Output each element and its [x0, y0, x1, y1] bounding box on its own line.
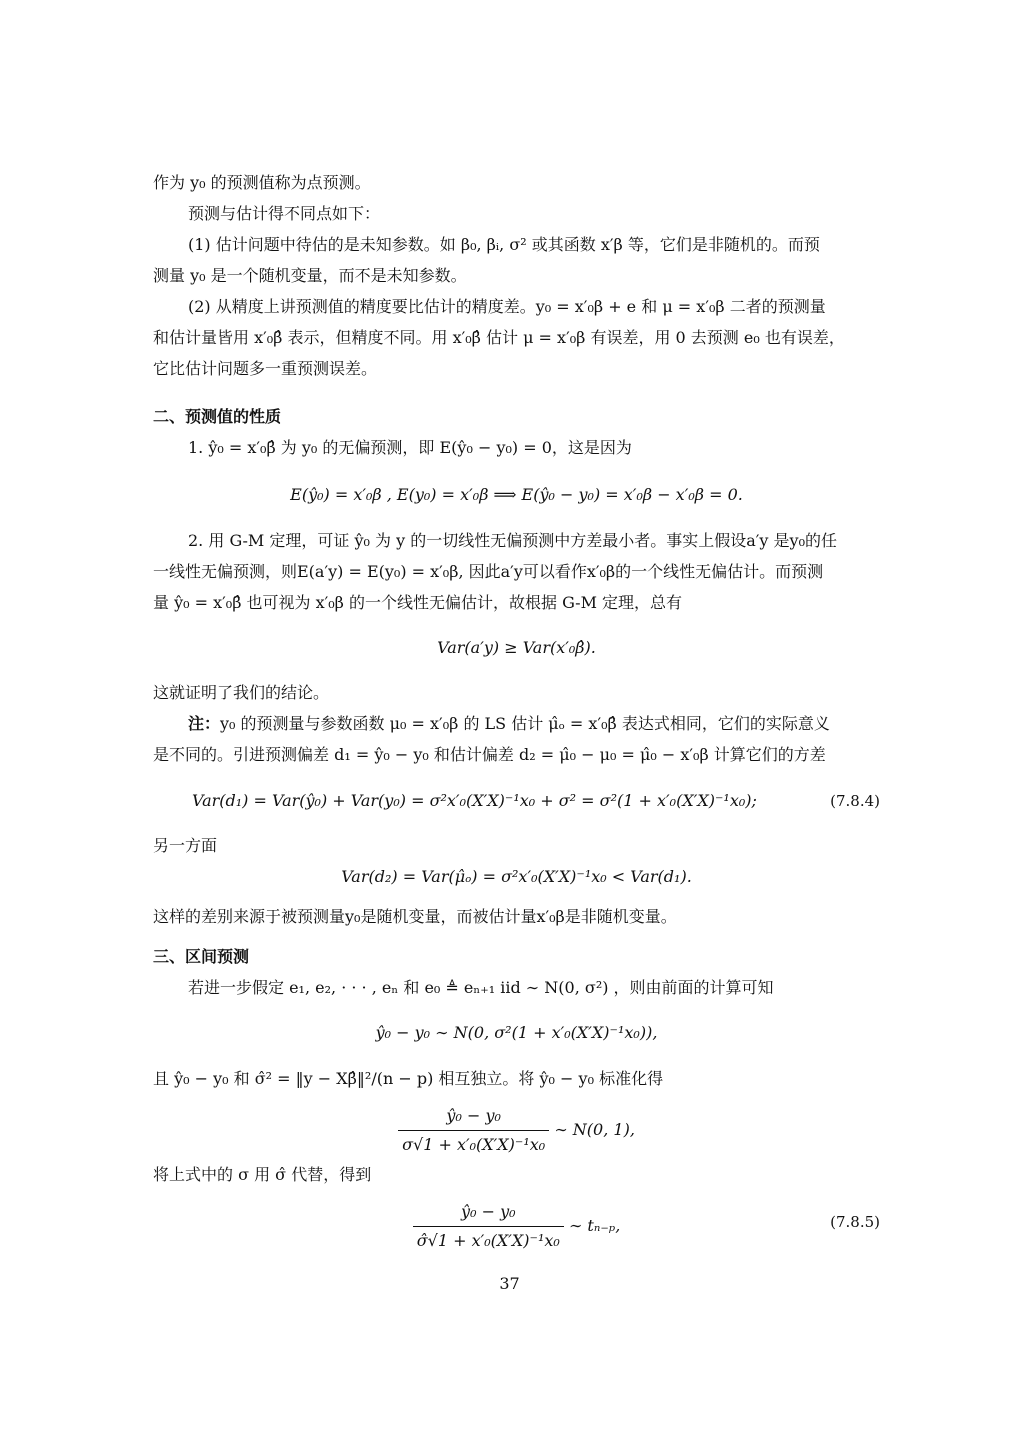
text-line: (1) 估计问题中待估的是未知参数。如 β₀, βᵢ, σ² 或其函数 x′β 等，它们是非随机的。而预 — [188, 235, 820, 254]
fraction — [398, 1104, 549, 1157]
equation-rhs: ∼ N(0, 1), — [554, 1120, 635, 1139]
text-line: 和估计量皆用 x′₀β̂ 表示，但精度不同。用 x′₀β̂ 估计 μ = x′₀β 有误差，用 0 去预测 e₀ 也有误差， — [153, 328, 845, 347]
text-line: 2. 用 G-M 定理，可证 ŷ₀ 为 y 的一切线性无偏预测中方差最小者。事实上假设a′y 是y₀的任 — [188, 531, 837, 550]
note-label: 注： — [188, 714, 221, 733]
page-number: 37 — [499, 1274, 520, 1293]
text-line: 将上式中的 σ 用 σ̂ 代替，得到 — [153, 1165, 372, 1184]
equation: Var(d₂) = Var(μ̂ₒ) = σ²x′₀(X′X)⁻¹x₀ < Var(d₁). — [341, 867, 692, 886]
equation-fraction — [153, 1104, 880, 1157]
text-line: 这样的差别来源于被预测量y₀是随机变量，而被估计量x′₀β是非随机变量。 — [153, 907, 677, 926]
equation-fraction — [153, 1200, 880, 1253]
fraction-denominator: σ̂√1 + x′₀(X′X)⁻¹x₀ — [416, 1231, 560, 1250]
text-line: 1. ŷ₀ = x′₀β̂ 为 y₀ 的无偏预测，即 E(ŷ₀ − y₀) = 0，这是因为 — [188, 438, 632, 457]
equation-number: (7.8.5) — [830, 1213, 880, 1231]
text-line: 一线性无偏预测，则E(a′y) = E(y₀) = x′₀β, 因此a′y可以看作x′₀β的一个线性无偏估计。而预测 — [153, 562, 824, 581]
text-line: 且 ŷ₀ − y₀ 和 σ̂² = ‖y − Xβ̂‖²/(n − p) 相互独立。将 ŷ₀ − y₀ 标准化得 — [153, 1069, 664, 1088]
text-line: (2) 从精度上讲预测值的精度要比估计的精度差。y₀ = x′₀β + e 和 μ = x′₀β 二者的预测量 — [188, 297, 826, 316]
text-line: 它比估计问题多一重预测误差。 — [153, 359, 378, 378]
text-line: 若进一步假定 e₁, e₂, · · · , eₙ 和 e₀ ≜ eₙ₊₁ iid ∼ N(0, σ²) ，则由前面的计算可知 — [188, 978, 774, 997]
equation-number: (7.8.4) — [830, 792, 880, 810]
text-line: 测量 y₀ 是一个随机变量，而不是未知参数。 — [153, 266, 467, 285]
text-line: 量 ŷ₀ = x′₀β̂ 也可视为 x′₀β 的一个线性无偏估计，故根据 G-M 定理，总有 — [153, 593, 683, 612]
equation: Var(d₁) = Var(ŷ₀) + Var(y₀) = σ²x′₀(X′X)⁻¹x₀ + σ² = σ²(1 + x′₀(X′X)⁻¹x₀); — [192, 791, 757, 810]
section-heading: 三、区间预测 — [153, 947, 250, 966]
text-line: 这就证明了我们的结论。 — [153, 683, 330, 702]
note-text: y₀ 的预测量与参数函数 μ₀ = x′₀β 的 LS 估计 μ̂ₒ = x′₀β̂ 表达式相同，它们的实际意义 — [220, 714, 830, 733]
note-line — [188, 713, 830, 735]
section-heading: 二、预测值的性质 — [153, 407, 282, 426]
text-line: 作为 y₀ 的预测值称为点预测。 — [153, 173, 371, 192]
equation: E(ŷ₀) = x′₀β , E(y₀) = x′₀β ⟹ E(ŷ₀ − y₀) = x′₀β − x′₀β = 0. — [290, 485, 743, 504]
equation-rhs: ∼ tₙ₋ₚ, — [568, 1216, 621, 1235]
equation: Var(a′y) ≥ Var(x′₀β̂). — [437, 638, 596, 657]
fraction-denominator: σ√1 + x′₀(X′X)⁻¹x₀ — [402, 1135, 546, 1154]
fraction-numerator: ŷ₀ − y₀ — [413, 1200, 564, 1227]
fraction-numerator: ŷ₀ − y₀ — [398, 1104, 549, 1131]
equation: ŷ₀ − y₀ ∼ N(0, σ²(1 + x′₀(X′X)⁻¹x₀)), — [375, 1023, 658, 1042]
text-line: 预测与估计得不同点如下： — [188, 204, 381, 223]
fraction — [413, 1200, 564, 1253]
text-line: 是不同的。引进预测偏差 d₁ = ŷ₀ − y₀ 和估计偏差 d₂ = μ̂₀ − μ₀ = μ̂₀ − x′₀β 计算它们的方差 — [153, 745, 826, 764]
text-line: 另一方面 — [153, 836, 218, 855]
